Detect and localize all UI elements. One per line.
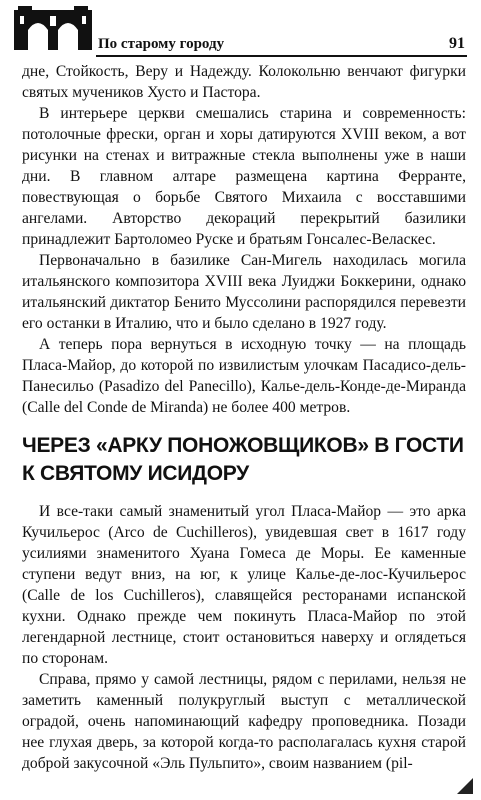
corner-ornament-icon	[455, 776, 475, 796]
paragraph: дне, Стойкость, Веру и Надежду. Колокольню венчают фигурки святых мучеников Хусто и Пастора.	[22, 63, 466, 101]
page-number: 91	[449, 35, 465, 52]
paragraph: Первоначально в базилике Сан-Мигель находилась могила итальянского композитора XVIII века Луиджи Боккерини, однако итальянский диктатор Бенито Муссолини распорядился перевезти его останки в Италию, что и было сделано в 1927 году.	[22, 252, 466, 332]
paragraph: В интерьере церкви смешались старина и современность: потолочные фрески, орган и хоры датируются XVIII веком, а вот рисунки на стенах и витражные стекла выполнены уже в наши дни. В главном алтаре размещена картина Ферранте, повествующая о борьбе Святого Михаила с восставшими ангелами. Авторство декораций перекрытий базилики принадлежит Бартоломео Руске и братьям Гонсалес-Веласкес.	[22, 105, 466, 248]
city-arch-emblem-icon	[14, 6, 92, 50]
page-header	[0, 0, 481, 58]
paragraph: И все-таки самый знаменитый угол Пласа-Майор — это арка Кучильерос (Arco de Cuchilleros), увидевшая свет в 1617 году усилиями знаменитого Хуана Гомеса де Моры. Ее каменные ступени ведут вниз, на юг, к улице Калье-де-лос-Кучильерос (Calle de los Cuchilleros), славящейся ресторанами испанской кухни. Однако прежде чем покинуть Пласа-Майор по этой легендарной лестнице, стоит остановиться наверху и оглядеться по сторонам.	[22, 503, 466, 667]
header-divider	[96, 55, 467, 57]
paragraph: А теперь пора вернуться в исходную точку — на площадь Пласа-Майор, до которой по извилистым улочкам Пасадисо-дель-Панесильо (Pasadizo del Panecillo), Калье-дель-Конде-де-Миранда (Calle del Conde de Miranda) не более 400 метров.	[22, 336, 466, 416]
running-title: По старому городу	[98, 36, 225, 52]
page-body	[22, 61, 466, 774]
section-heading: ЧЕРЕЗ «АРКУ ПОНОЖОВЩИКОВ» В ГОСТИ К СВЯТОМУ ИСИДОРУ	[22, 434, 464, 485]
paragraph: Справа, прямо у самой лестницы, рядом с перилами, нельзя не заметить каменный полукруглый выступ с металлической оградой, очень напоминающий кафедру проповедника. Позади нее глухая дверь, за которой когда-то располагалась кухня старой доброй закусочной «Эль Пульпито», своим названием (pil-	[22, 671, 466, 772]
